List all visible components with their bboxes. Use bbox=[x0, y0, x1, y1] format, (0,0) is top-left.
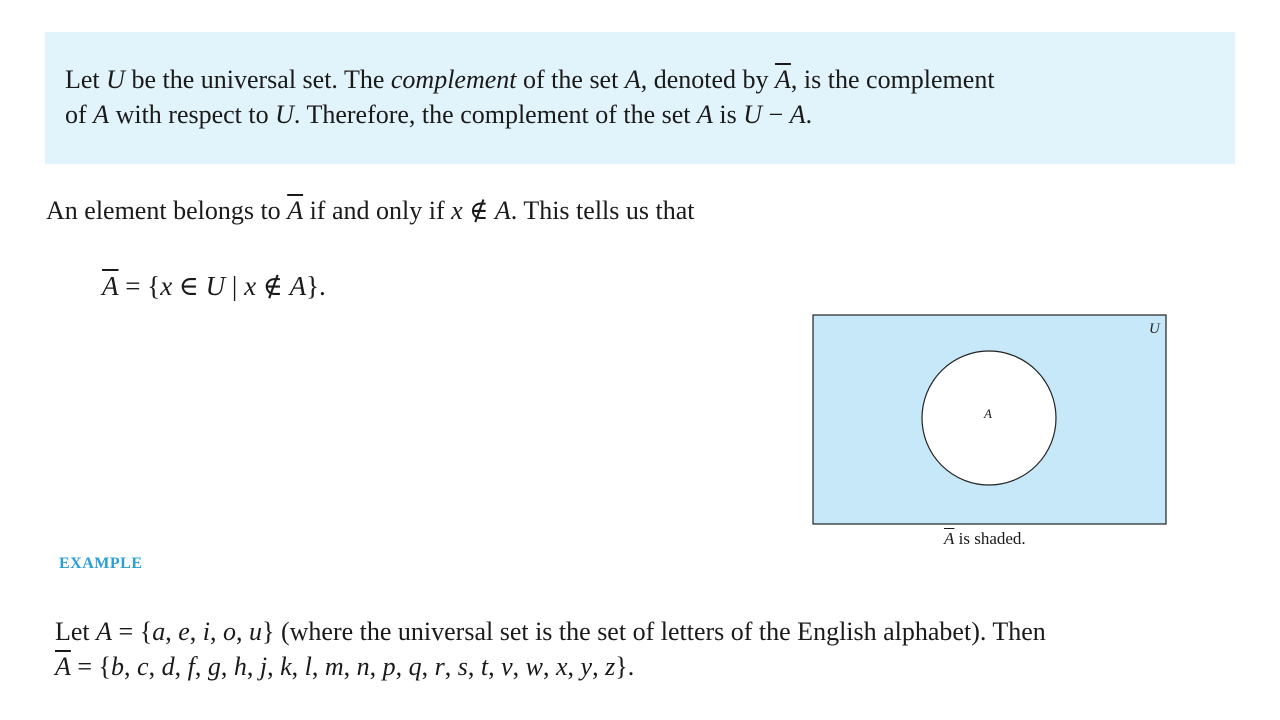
definition-box bbox=[45, 32, 1235, 164]
intro-sentence: An element belongs to $\overline{A}$ if and only if x ∉ A. This tells us that bbox=[46, 196, 695, 225]
example-line-1: Let A = {a, e, i, o, u} (where the universal set is the set of letters of the English alphabet). Then bbox=[55, 617, 1046, 646]
definition-line-1: Let U be the universal set. The complement of the set A, denoted by $\overline{A}$, is the complement bbox=[65, 65, 995, 94]
universe-label: U bbox=[1149, 321, 1160, 337]
example-heading: EXAMPLE bbox=[59, 555, 143, 572]
venn-diagram bbox=[812, 314, 1167, 525]
example-line-2: $\overline{A} = \{b$, c, d, f, g, h, j, k, l, m, n, p, q, r, s, t, v, w, x, y, z}. bbox=[55, 652, 635, 681]
venn-caption: $\overline{A}$ is shaded. bbox=[944, 529, 1026, 548]
set-a-label: A bbox=[984, 406, 992, 421]
complement-formula: $\overline{A} = \{x$ ∈ U | x ∉ A}. bbox=[102, 271, 326, 301]
definition-line-2: of A with respect to U. Therefore, the complement of the set A is U − A. bbox=[65, 100, 813, 129]
